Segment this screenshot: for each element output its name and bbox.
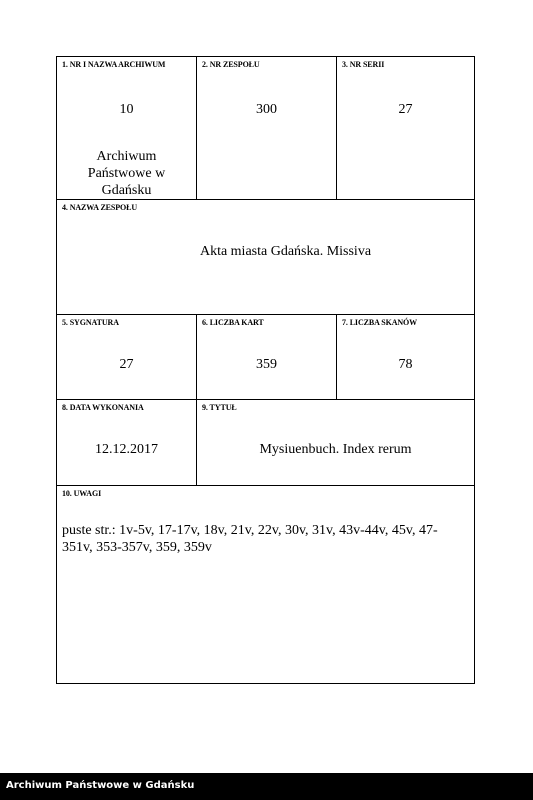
row-notes [57, 486, 474, 683]
card-count-label: 6. LICZBA KART [202, 318, 264, 327]
fonds-name-label: 4. NAZWA ZESPOŁU [62, 203, 138, 212]
footer-bar [0, 773, 533, 800]
row-date-title [57, 400, 474, 486]
signature-label: 5. SYGNATURA [62, 318, 119, 327]
row-counts [57, 315, 474, 400]
title-value: Mysiuenbuch. Index rerum [259, 442, 412, 457]
fonds-number-label: 2. NR ZESPOŁU [202, 60, 260, 69]
date-label: 8. DATA WYKONANIA [62, 403, 144, 412]
notes-label: 10. UWAGI [62, 489, 102, 498]
fonds-number-value: 300 [256, 102, 277, 117]
archive-metadata-form [56, 56, 475, 684]
series-number-label: 3. NR SERII [342, 60, 385, 69]
notes-cell [57, 486, 474, 683]
card-count-cell [197, 315, 337, 399]
fonds-name-cell [57, 200, 474, 314]
fonds-number-cell [197, 57, 337, 199]
fonds-name-value: Akta miasta Gdańska. Missiva [199, 244, 372, 259]
scan-count-value: 78 [398, 357, 413, 372]
archive-number: 10 [119, 102, 134, 117]
date-cell [57, 400, 197, 485]
row-archive [57, 57, 474, 200]
signature-cell [57, 315, 197, 399]
archive-name: Archiwum Państwowe w Gdańsku [87, 149, 166, 198]
scan-count-cell [337, 315, 474, 399]
title-cell [197, 400, 474, 485]
card-count-value: 359 [256, 357, 277, 372]
footer-text: Archiwum Państwowe w Gdańsku [6, 780, 195, 791]
signature-value: 27 [119, 357, 134, 372]
notes-value: puste str.: 1v-5v, 17-17v, 18v, 21v, 22v, 30v, 31v, 43v-44v, 45v, 47-351v, 353-357v, 359, 359v [62, 523, 438, 555]
row-fonds-name [57, 200, 474, 315]
series-number-cell [337, 57, 474, 199]
title-label: 9. TYTUŁ [202, 403, 237, 412]
date-value: 12.12.2017 [95, 442, 158, 457]
series-number-value: 27 [398, 102, 413, 117]
archive-label: 1. NR I NAZWA ARCHIWUM [62, 60, 166, 69]
archive-cell [57, 57, 197, 199]
scan-count-label: 7. LICZBA SKANÓW [342, 318, 418, 327]
